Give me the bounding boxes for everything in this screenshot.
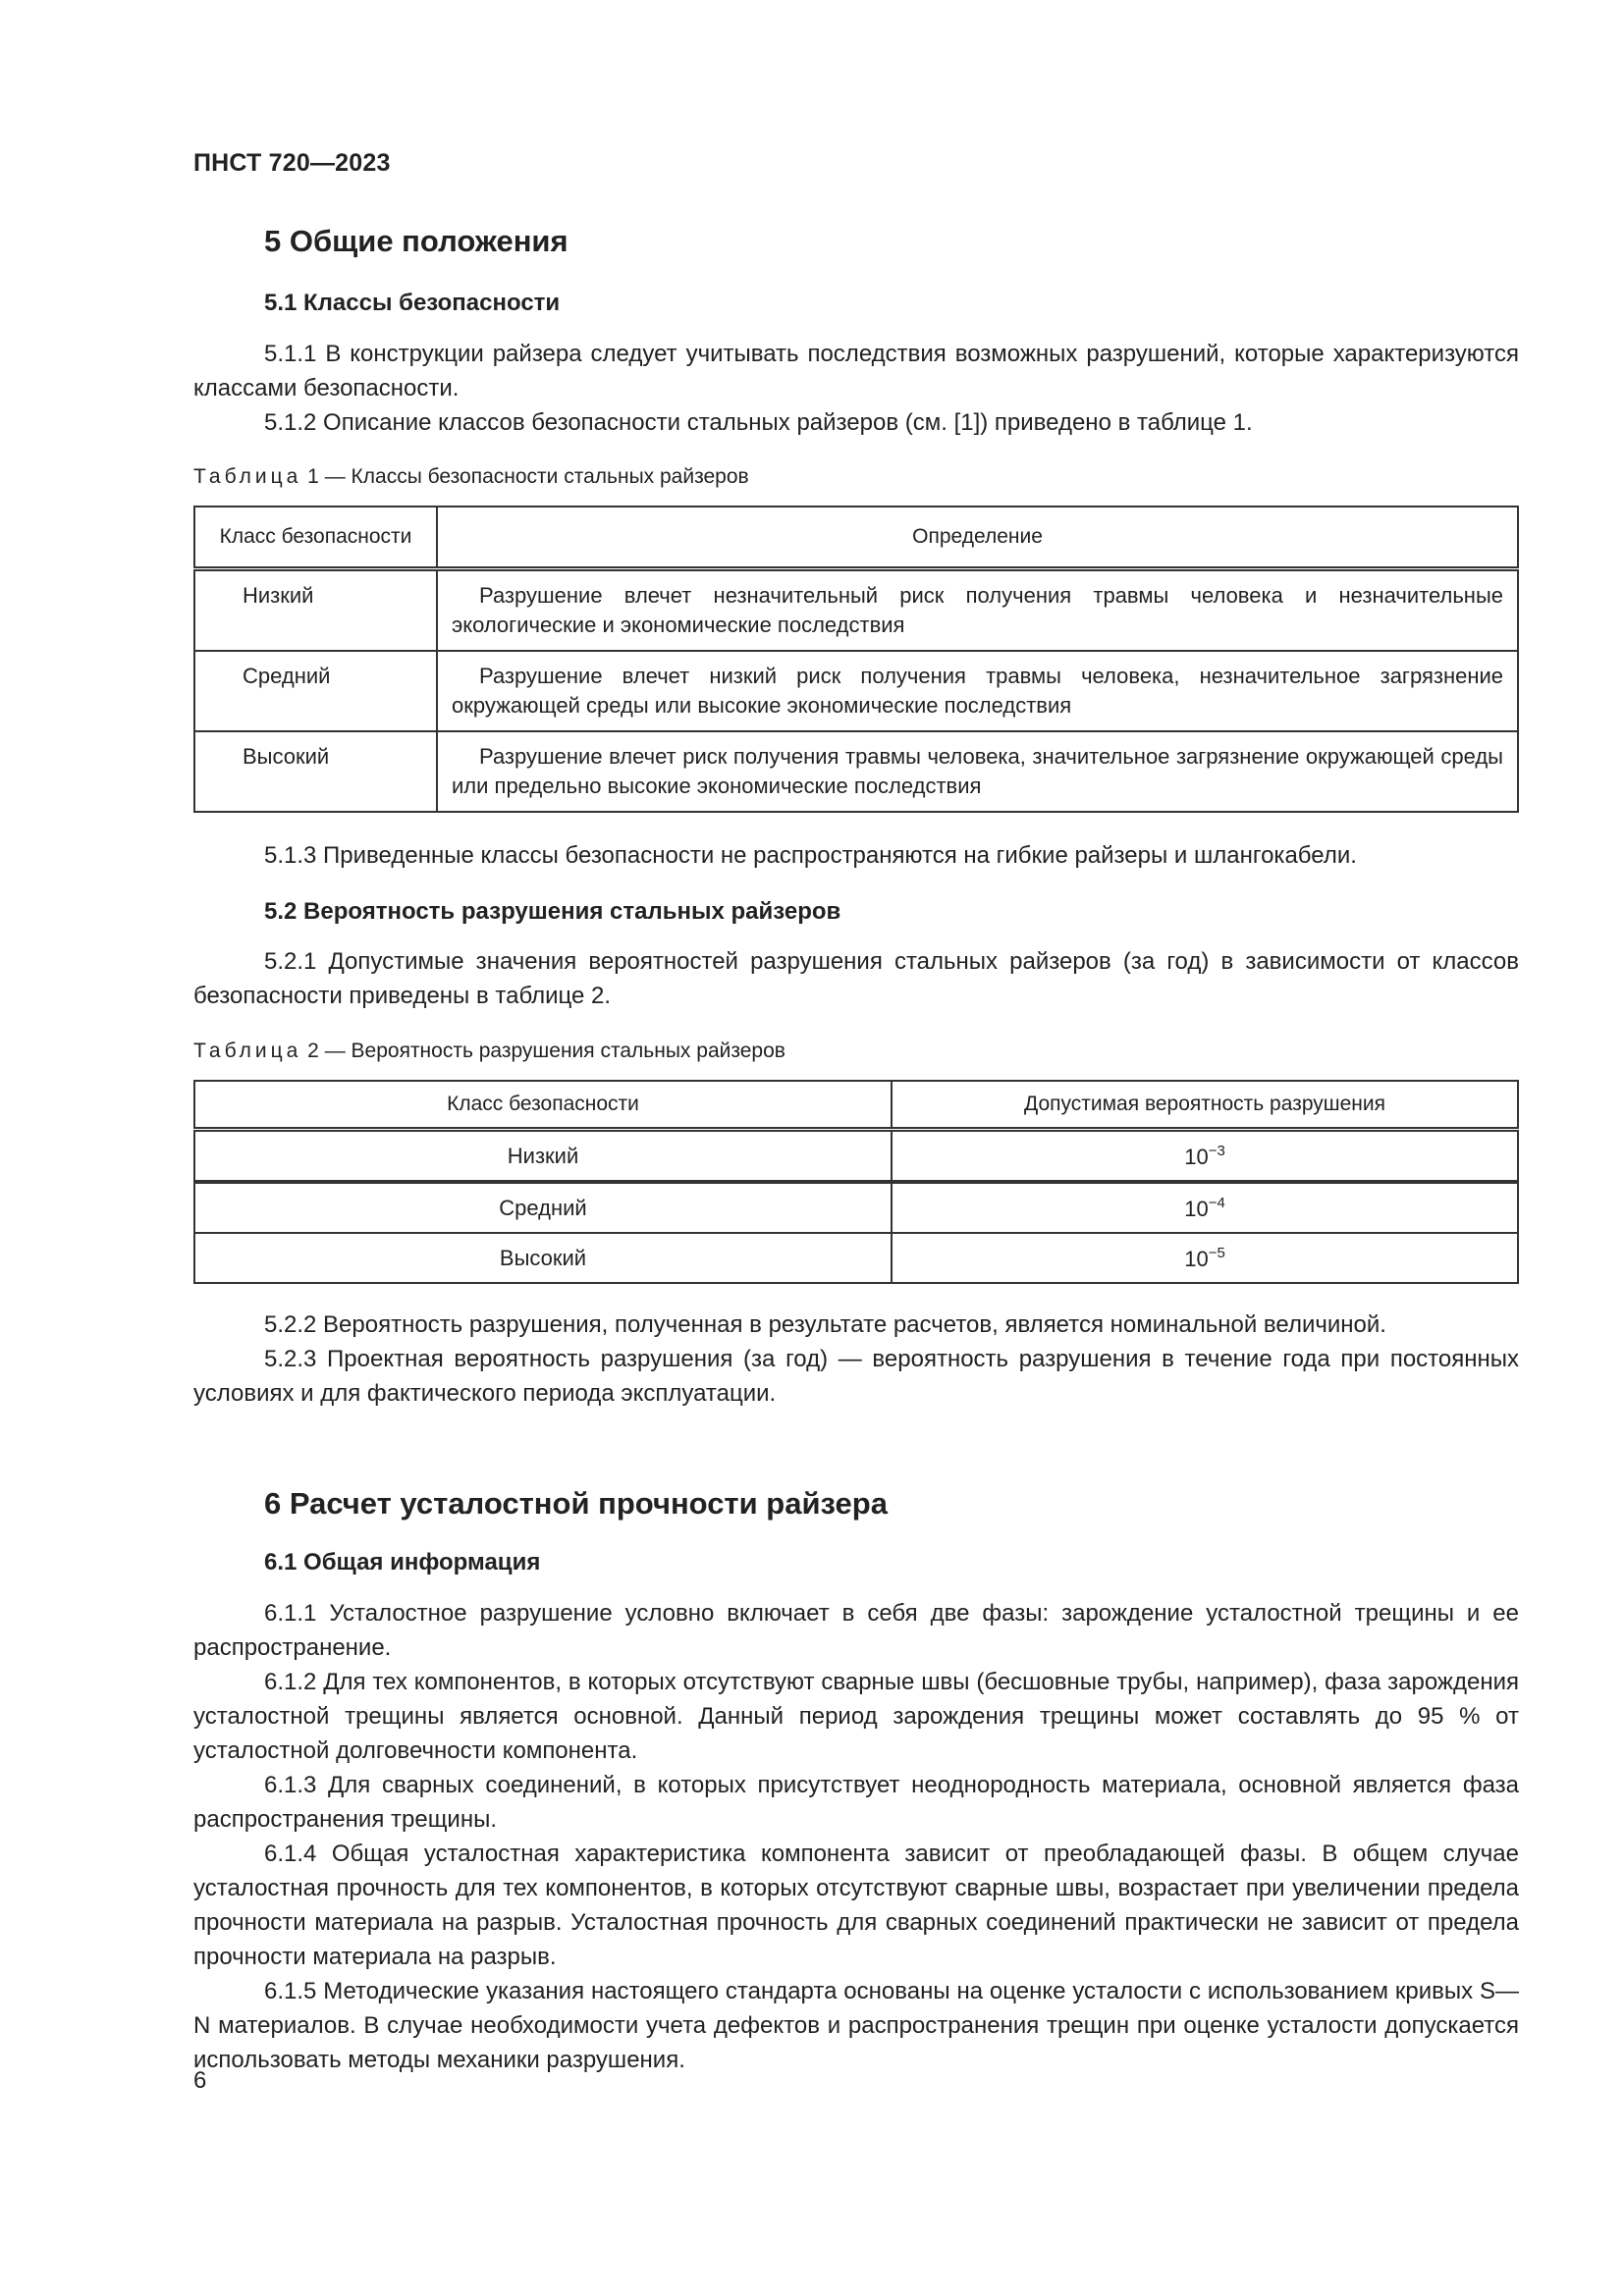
section-6-1-title: 6.1 Общая информация — [264, 1549, 541, 1575]
probability-base: 10 — [1184, 1196, 1209, 1221]
section-5-2-title: 5.2 Вероятность разрушения стальных райзеров — [264, 898, 841, 925]
section-5-1-title: 5.1 Классы безопасности — [264, 290, 561, 316]
paragraph-5-1-1 — [193, 337, 1519, 440]
paragraph-6-1-2: 6.1.2 Для тех компонентов, в которых отсутствуют сварные швы (бесшовные трубы, например), фаза зарождения усталостной трещины является основной. Данный период зарождения трещины может составлять до 95 % от усталостной долговечности компонента. — [193, 1669, 1519, 1764]
paragraph-text: 5.1.3 Приведенные классы безопасности не распространяются на гибкие райзеры и шлангокабели. — [264, 842, 1357, 869]
probability-base: 10 — [1184, 1246, 1209, 1271]
caption-label: Таблица — [193, 1040, 302, 1062]
probability-base: 10 — [1184, 1144, 1209, 1169]
column-header: Класс безопасности — [194, 1081, 892, 1130]
table-cell-definition: Разрушение влечет низкий риск получения травмы человека, незначительное загрязнение окружающей среды или высокие экономические последствия — [437, 651, 1518, 731]
paragraphs-6-1 — [193, 1596, 1519, 2077]
paragraph-6-1-5: 6.1.5 Методические указания настоящего стандарта основаны на оценке усталости с использованием кривых S—N материалов. В случае необходимости учета дефектов и распространения трещин при оценке усталости допускается использовать методы механики разрушения. — [193, 1978, 1519, 2073]
table-row — [194, 569, 1518, 652]
table-safety-classes — [193, 506, 1519, 813]
table-failure-probability — [193, 1080, 1519, 1284]
paragraph-6-1-1: 6.1.1 Усталостное разрушение условно включает в себя две фазы: зарождение усталостной трещины и ее распространение. — [193, 1600, 1519, 1661]
paragraph-5-1-3 — [193, 838, 1519, 873]
table-cell-class: Средний — [194, 651, 437, 731]
table-cell-probability — [892, 1130, 1518, 1183]
table-cell-class: Средний — [194, 1182, 892, 1233]
column-header: Класс безопасности — [194, 507, 437, 569]
document-id-header: ПНСТ 720—2023 — [193, 149, 391, 177]
table-cell-probability — [892, 1182, 1518, 1233]
paragraph-6-1-3: 6.1.3 Для сварных соединений, в которых присутствует неоднородность материала, основной является фаза распространения трещины. — [193, 1772, 1519, 1833]
probability-exponent: −4 — [1208, 1194, 1225, 1211]
column-header: Допустимая вероятность разрушения — [892, 1081, 1518, 1130]
probability-exponent: −5 — [1208, 1244, 1225, 1261]
caption-text: 2 — Вероятность разрушения стальных райзеров — [301, 1040, 785, 1062]
table-row — [194, 651, 1518, 731]
paragraph-5-2-3: 5.2.3 Проектная вероятность разрушения (за год) — вероятность разрушения в течение года при постоянных условиях и для фактического периода эксплуатации. — [193, 1346, 1519, 1407]
paragraph-5-2-1 — [193, 944, 1519, 1013]
table-cell-class: Низкий — [194, 1130, 892, 1183]
caption-text: 1 — Классы безопасности стальных райзеров — [301, 465, 749, 488]
table-row — [194, 1130, 1518, 1183]
paragraph-text: 5.2.1 Допустимые значения вероятностей разрушения стальных райзеров (за год) в зависимости от классов безопасности приведены в таблице 2. — [193, 948, 1519, 1009]
paragraph-text: 5.1.1 В конструкции райзера следует учитывать последствия возможных разрушений, которые характеризуются классами безопасности. — [193, 341, 1519, 401]
paragraph-5-1-2: 5.1.2 Описание классов безопасности стальных райзеров (см. [1]) приведено в таблице 1. — [264, 409, 1253, 436]
table-header-row — [194, 507, 1518, 569]
section-6-title: 6 Расчет усталостной прочности райзера — [264, 1486, 888, 1521]
table-row — [194, 1182, 1518, 1233]
paragraph-6-1-4: 6.1.4 Общая усталостная характеристика компонента зависит от преобладающей фазы. В общем случае усталостная прочность для тех компонентов, в которых отсутствуют сварные швы, возрастает при увеличении предела прочности материала на разрыв. Усталостная прочность для сварных соединений практически не зависит от предела прочности материала на разрыв. — [193, 1841, 1519, 1970]
table-cell-class: Высокий — [194, 731, 437, 812]
table-cell-probability — [892, 1233, 1518, 1283]
section-5-title: 5 Общие положения — [264, 224, 568, 258]
table-cell-class: Высокий — [194, 1233, 892, 1283]
caption-label: Таблица — [193, 465, 302, 488]
table-row — [194, 731, 1518, 812]
column-header: Определение — [437, 507, 1518, 569]
probability-exponent: −3 — [1208, 1142, 1225, 1159]
paragraph-5-2-2: 5.2.2 Вероятность разрушения, полученная в результате расчетов, является номинальной величиной. — [264, 1311, 1386, 1338]
table-cell-class: Низкий — [194, 569, 437, 652]
table-cell-definition: Разрушение влечет риск получения травмы человека, значительное загрязнение окружающей среды или предельно высокие экономические последствия — [437, 731, 1518, 812]
table-row — [194, 1233, 1518, 1283]
table-2-caption — [193, 1040, 785, 1063]
table-header-row — [194, 1081, 1518, 1130]
table-1-caption — [193, 465, 749, 489]
page-number: 6 — [193, 2067, 207, 2094]
paragraphs-5-2-2-to-5-2-3 — [193, 1308, 1519, 1411]
table-cell-definition: Разрушение влечет незначительный риск получения травмы человека и незначительные экологические и экономические последствия — [437, 569, 1518, 652]
